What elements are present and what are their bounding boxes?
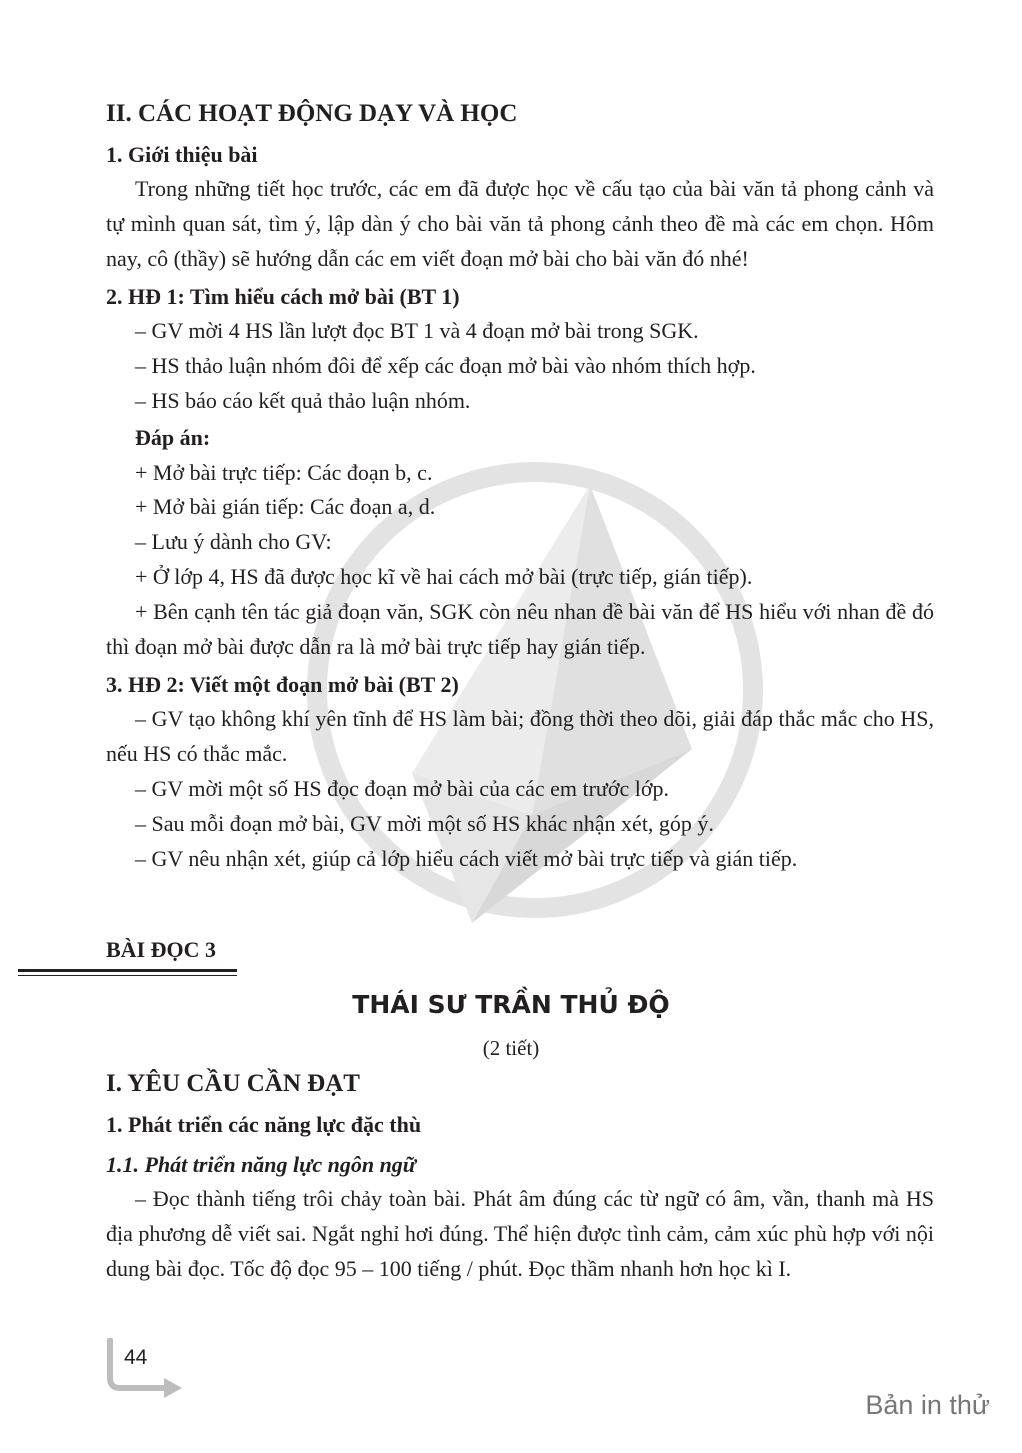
intro-paragraph: Trong những tiết học trước, các em đã được học về cấu tạo của bài văn tả phong cảnh và tự mình quan sát, tìm ý, lập dàn ý cho bài văn tả phong cảnh theo đề mà các em chọn. Hôm nay, cô (thầy) sẽ hướng dẫn các em viết đoạn mở bài cho bài văn đó nhé! xyxy=(106,176,934,271)
section-heading: II. CÁC HOẠT ĐỘNG DẠY VÀ HỌC xyxy=(106,100,518,127)
lesson-duration: (2 tiết) xyxy=(482,1036,540,1060)
teacher-note-item: + Bên cạnh tên tác giả đoạn văn, SGK còn nêu nhan đề bài văn để HS hiểu với nhan đề đó thì đoạn mở bài được dẫn ra là mở bài trực tiếp hay gián tiếp. xyxy=(106,598,934,659)
activity1-step: – HS báo cáo kết quả thảo luận nhóm. xyxy=(135,387,471,413)
competency-title: 1. Phát triển các năng lực đặc thù xyxy=(106,1112,422,1137)
proof-label: Bản in thử xyxy=(865,1390,990,1420)
requirements-heading: I. YÊU CẦU CẦN ĐẠT xyxy=(106,1070,360,1097)
answer-item: + Mở bài trực tiếp: Các đoạn b, c. xyxy=(135,459,433,485)
divider-thin xyxy=(18,975,237,976)
lesson-title: THÁI SƯ TRẦN THỦ ĐỘ xyxy=(352,990,670,1019)
requirements-paragraph: – Đọc thành tiếng trôi chảy toàn bài. Phát âm đúng các từ ngữ có âm, vần, thanh mà HS địa phương dễ viết sai. Ngắt nghỉ hơi đúng. Thể hiện được tình cảm, cảm xúc phù hợp với nội dung bài đọc. Tốc độ đọc 95 – 100 tiếng / phút. Đọc thầm nhanh hơn học kì I. xyxy=(106,1186,934,1281)
activity2-step: – Sau mỗi đoạn mở bài, GV mời một số HS khác nhận xét, góp ý. xyxy=(135,810,714,836)
activity1-step: – HS thảo luận nhóm đôi để xếp các đoạn mở bài vào nhóm thích hợp. xyxy=(135,353,756,379)
activity2-step: – GV mời một số HS đọc đoạn mở bài của các em trước lớp. xyxy=(135,775,670,801)
activity2-step: – GV tạo không khí yên tĩnh để HS làm bài; đồng thời theo dõi, giải đáp thắc mắc cho HS, nếu HS có thắc mắc. xyxy=(106,706,934,767)
teacher-note-item: + Ở lớp 4, HS đã được học kĩ về hai cách mở bài (trực tiếp, gián tiếp). xyxy=(135,563,753,589)
page-number: 44 xyxy=(124,1346,148,1369)
language-competency-title: 1.1. Phát triển năng lực ngôn ngữ xyxy=(106,1152,416,1177)
activities-section xyxy=(106,96,934,876)
answer-label: Đáp án: xyxy=(135,424,211,450)
activity1-title: 2. HĐ 1: Tìm hiểu cách mở bài (BT 1) xyxy=(106,284,460,310)
answer-item: + Mở bài gián tiếp: Các đoạn a, d. xyxy=(135,494,436,520)
intro-title: 1. Giới thiệu bài xyxy=(106,142,258,167)
teacher-note: – Lưu ý dành cho GV: xyxy=(135,529,332,555)
divider-thick xyxy=(18,969,237,972)
requirements-section xyxy=(106,1066,934,1286)
activity2-step: – GV nêu nhận xét, giúp cả lớp hiểu cách viết mở bài trực tiếp và gián tiếp. xyxy=(135,845,798,871)
activity1-step: – GV mời 4 HS lần lượt đọc BT 1 và 4 đoạn mở bài trong SGK. xyxy=(135,318,699,344)
reading-label: BÀI ĐỌC 3 xyxy=(106,937,217,962)
activity2-title: 3. HĐ 2: Viết một đoạn mở bài (BT 2) xyxy=(106,672,459,698)
